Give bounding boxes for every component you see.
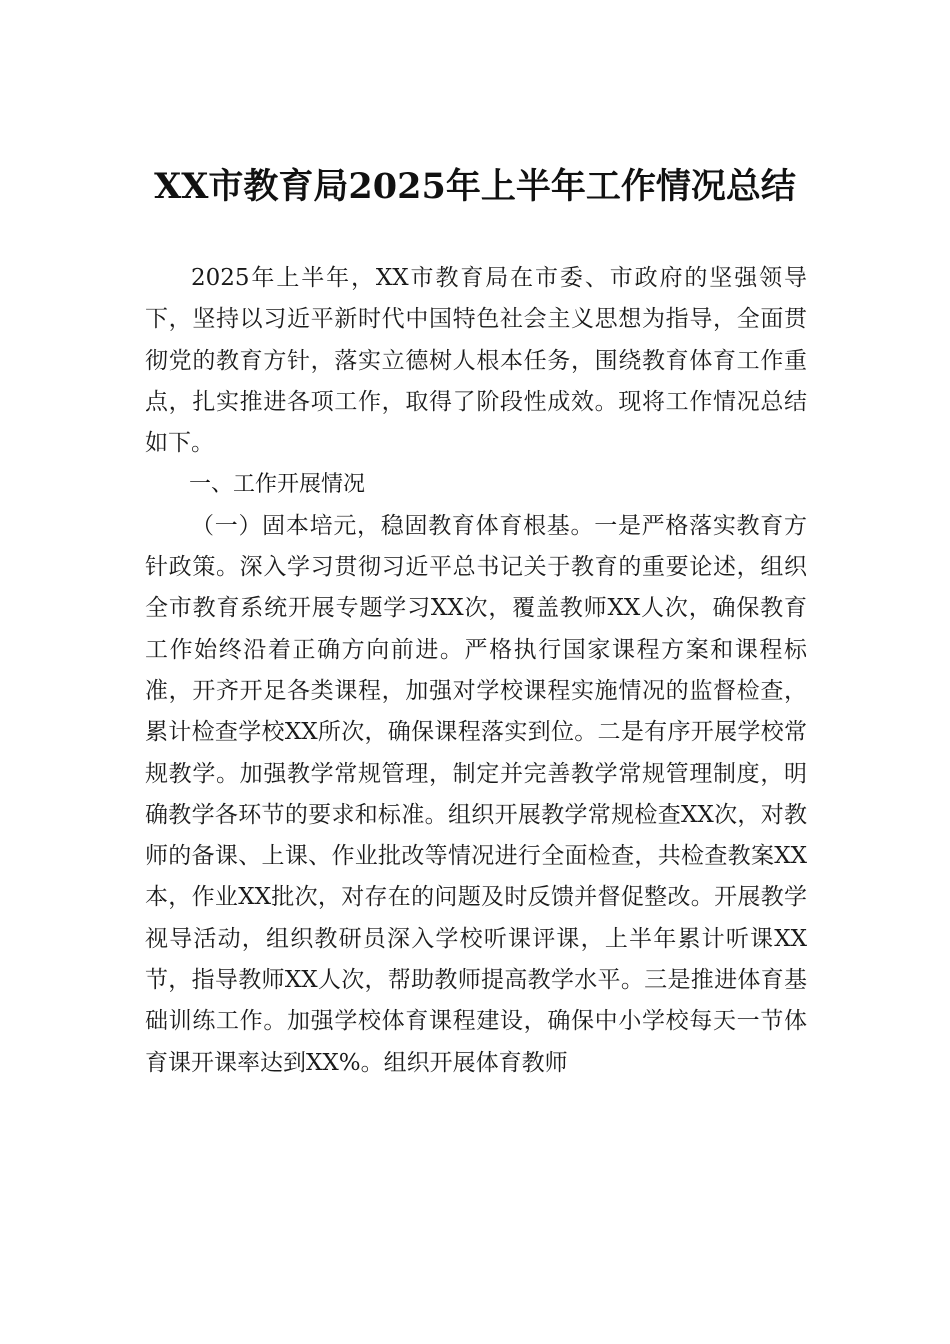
document-title: XX市教育局2025年上半年工作情况总结 [154, 166, 796, 207]
section-heading: 一、工作开展情况 [189, 472, 366, 498]
document-body [145, 258, 807, 1084]
intro-paragraph: 2025年上半年，XX市教育局在市委、市政府的坚强领导下，坚持以习近平新时代中国特色社会主义思想为指导，全面贯彻党的教育方针，落实立德树人根本任务，围绕教育体育工作重点，扎实推进各项工作，取得了阶段性成效。现将工作情况总结如下。 [145, 265, 807, 457]
section-paragraph: （一）固本培元，稳固教育体育根基。一是严格落实教育方针政策。深入学习贯彻习近平总书记关于教育的重要论述，组织全市教育系统开展专题学习XX次，覆盖教师XX人次，确保教育工作始终沿着正确方向前进。严格执行国家课程方案和课程标准，开齐开足各类课程，加强对学校课程实施情况的监督检查，累计检查学校XX所次，确保课程落实到位。二是有序开展学校常规教学。加强教学常规管理，制定并完善教学常规管理制度，明确教学各环节的要求和标准。组织开展教学常规检查XX次，对教师的备课、上课、作业批改等情况进行全面检查，共检查教案XX本，作业XX批次，对存在的问题及时反馈并督促整改。开展教学视导活动，组织教研员深入学校听课评课，上半年累计听课XX节，指导教师XX人次，帮助教师提高教学水平。三是推进体育基础训练工作。加强学校体育课程建设，确保中小学校每天一节体育课开课率达到XX%。组织开展体育教师 [145, 512, 807, 1076]
